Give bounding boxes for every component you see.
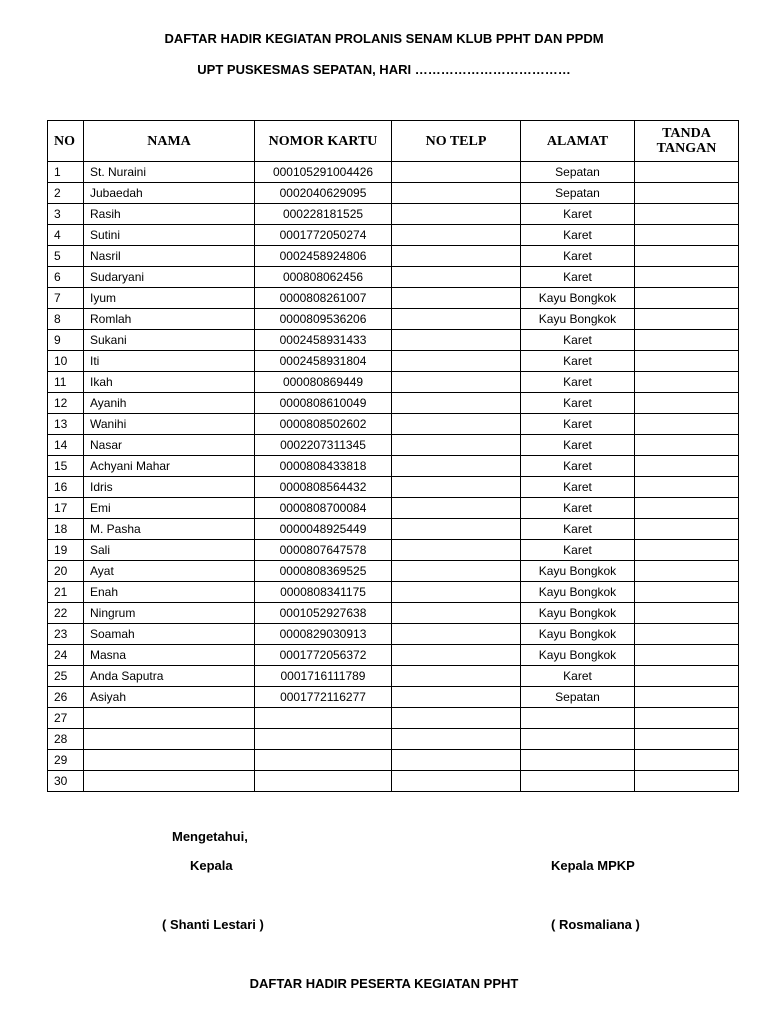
cell-no-telp <box>392 519 521 540</box>
right-signatory-name: ( Rosmaliana ) <box>551 917 640 932</box>
table-row <box>48 624 739 645</box>
cell-no: 16 <box>48 477 84 498</box>
cell-no: 29 <box>48 750 84 771</box>
cell-tanda-tangan <box>635 204 739 225</box>
cell-nomor-kartu: 0001052927638 <box>255 603 392 624</box>
cell-alamat: Karet <box>521 225 635 246</box>
cell-alamat: Karet <box>521 267 635 288</box>
cell-tanda-tangan <box>635 729 739 750</box>
cell-nama: Idris <box>84 477 255 498</box>
table-row <box>48 498 739 519</box>
cell-nomor-kartu: 0002458924806 <box>255 246 392 267</box>
cell-no-telp <box>392 414 521 435</box>
cell-alamat: Karet <box>521 477 635 498</box>
cell-tanda-tangan <box>635 288 739 309</box>
cell-nama: Ayanih <box>84 393 255 414</box>
cell-alamat: Sepatan <box>521 183 635 204</box>
cell-nama: Wanihi <box>84 414 255 435</box>
table-row <box>48 393 739 414</box>
cell-nomor-kartu: 0000808502602 <box>255 414 392 435</box>
attendance-table <box>47 120 739 792</box>
cell-no: 23 <box>48 624 84 645</box>
cell-tanda-tangan <box>635 267 739 288</box>
cell-nama: Masna <box>84 645 255 666</box>
cell-tanda-tangan <box>635 645 739 666</box>
cell-nama: Ningrum <box>84 603 255 624</box>
cell-no: 19 <box>48 540 84 561</box>
cell-nomor-kartu: 0001716111789 <box>255 666 392 687</box>
cell-nama: M. Pasha <box>84 519 255 540</box>
table-row <box>48 204 739 225</box>
table-row <box>48 582 739 603</box>
cell-no-telp <box>392 729 521 750</box>
cell-nomor-kartu: 0000048925449 <box>255 519 392 540</box>
cell-tanda-tangan <box>635 393 739 414</box>
table-row <box>48 603 739 624</box>
cell-alamat: Karet <box>521 519 635 540</box>
acknowledged-label: Mengetahui, <box>172 829 248 844</box>
cell-nama: Achyani Mahar <box>84 456 255 477</box>
table-row <box>48 477 739 498</box>
cell-nama: Emi <box>84 498 255 519</box>
cell-tanda-tangan <box>635 687 739 708</box>
cell-nomor-kartu <box>255 708 392 729</box>
table-row <box>48 267 739 288</box>
cell-tanda-tangan <box>635 456 739 477</box>
cell-nama <box>84 750 255 771</box>
cell-alamat: Karet <box>521 498 635 519</box>
cell-no-telp <box>392 393 521 414</box>
cell-no-telp <box>392 162 521 183</box>
column-header-nama: NAMA <box>84 121 255 162</box>
table-row <box>48 729 739 750</box>
cell-nama: Nasril <box>84 246 255 267</box>
cell-tanda-tangan <box>635 582 739 603</box>
cell-no-telp <box>392 498 521 519</box>
cell-alamat: Karet <box>521 330 635 351</box>
cell-alamat: Karet <box>521 372 635 393</box>
table-header-row <box>48 121 739 162</box>
cell-tanda-tangan <box>635 435 739 456</box>
table-row <box>48 708 739 729</box>
cell-no: 30 <box>48 771 84 792</box>
cell-nama: Enah <box>84 582 255 603</box>
table-row <box>48 330 739 351</box>
table-row <box>48 351 739 372</box>
cell-nomor-kartu <box>255 750 392 771</box>
cell-alamat <box>521 771 635 792</box>
cell-tanda-tangan <box>635 246 739 267</box>
cell-tanda-tangan <box>635 351 739 372</box>
cell-no-telp <box>392 477 521 498</box>
cell-alamat: Karet <box>521 456 635 477</box>
cell-tanda-tangan <box>635 183 739 204</box>
cell-alamat: Karet <box>521 393 635 414</box>
cell-nomor-kartu: 000080869449 <box>255 372 392 393</box>
cell-no: 5 <box>48 246 84 267</box>
right-role-label: Kepala MPKP <box>551 858 635 873</box>
cell-tanda-tangan <box>635 330 739 351</box>
cell-no-telp <box>392 246 521 267</box>
cell-nomor-kartu: 000808062456 <box>255 267 392 288</box>
cell-no: 25 <box>48 666 84 687</box>
cell-nomor-kartu: 000105291004426 <box>255 162 392 183</box>
cell-nama: Ikah <box>84 372 255 393</box>
cell-tanda-tangan <box>635 414 739 435</box>
cell-tanda-tangan <box>635 498 739 519</box>
cell-no: 20 <box>48 561 84 582</box>
cell-tanda-tangan <box>635 666 739 687</box>
cell-nama: Asiyah <box>84 687 255 708</box>
cell-no-telp <box>392 771 521 792</box>
cell-no: 4 <box>48 225 84 246</box>
cell-no: 14 <box>48 435 84 456</box>
cell-nomor-kartu: 0000808261007 <box>255 288 392 309</box>
cell-no-telp <box>392 666 521 687</box>
cell-no: 24 <box>48 645 84 666</box>
table-row <box>48 519 739 540</box>
left-role-label: Kepala <box>190 858 233 873</box>
cell-no-telp <box>392 540 521 561</box>
cell-nama <box>84 771 255 792</box>
cell-no: 6 <box>48 267 84 288</box>
cell-no-telp <box>392 561 521 582</box>
cell-nama: Romlah <box>84 309 255 330</box>
table-row <box>48 666 739 687</box>
cell-no-telp <box>392 309 521 330</box>
cell-no: 28 <box>48 729 84 750</box>
table-row <box>48 540 739 561</box>
cell-no: 3 <box>48 204 84 225</box>
cell-tanda-tangan <box>635 372 739 393</box>
cell-nomor-kartu: 0000829030913 <box>255 624 392 645</box>
cell-no: 12 <box>48 393 84 414</box>
cell-nama: Anda Saputra <box>84 666 255 687</box>
cell-alamat: Karet <box>521 666 635 687</box>
cell-no-telp <box>392 372 521 393</box>
cell-nomor-kartu: 0001772050274 <box>255 225 392 246</box>
cell-nomor-kartu: 0000809536206 <box>255 309 392 330</box>
cell-nama: Jubaedah <box>84 183 255 204</box>
cell-alamat: Kayu Bongkok <box>521 309 635 330</box>
cell-nama: Ayat <box>84 561 255 582</box>
cell-no-telp <box>392 435 521 456</box>
cell-no-telp <box>392 267 521 288</box>
cell-no: 9 <box>48 330 84 351</box>
cell-tanda-tangan <box>635 561 739 582</box>
cell-nomor-kartu: 000228181525 <box>255 204 392 225</box>
column-header-alamat: ALAMAT <box>521 121 635 162</box>
table-row <box>48 687 739 708</box>
cell-nomor-kartu: 0000808341175 <box>255 582 392 603</box>
column-header-nomor-kartu: NOMOR KARTU <box>255 121 392 162</box>
cell-alamat: Kayu Bongkok <box>521 582 635 603</box>
cell-nama: Nasar <box>84 435 255 456</box>
cell-no-telp <box>392 204 521 225</box>
cell-no-telp <box>392 351 521 372</box>
table-row <box>48 246 739 267</box>
document-title: DAFTAR HADIR KEGIATAN PROLANIS SENAM KLUB PPHT DAN PPDM <box>164 31 604 46</box>
cell-tanda-tangan <box>635 624 739 645</box>
cell-nama <box>84 708 255 729</box>
cell-nama: Sutini <box>84 225 255 246</box>
table-row <box>48 561 739 582</box>
cell-no: 18 <box>48 519 84 540</box>
cell-alamat: Kayu Bongkok <box>521 561 635 582</box>
cell-nomor-kartu: 0000808433818 <box>255 456 392 477</box>
cell-nomor-kartu: 0000808369525 <box>255 561 392 582</box>
column-header-tanda-tangan <box>635 121 739 162</box>
cell-nama: St. Nuraini <box>84 162 255 183</box>
cell-nomor-kartu: 0002207311345 <box>255 435 392 456</box>
table-row <box>48 645 739 666</box>
table-row <box>48 771 739 792</box>
cell-alamat: Kayu Bongkok <box>521 603 635 624</box>
cell-no: 17 <box>48 498 84 519</box>
column-header-no-telp: NO TELP <box>392 121 521 162</box>
table-row <box>48 372 739 393</box>
table-row <box>48 309 739 330</box>
cell-alamat: Karet <box>521 414 635 435</box>
footer-title: DAFTAR HADIR PESERTA KEGIATAN PPHT <box>249 976 519 991</box>
cell-nama <box>84 729 255 750</box>
cell-no-telp <box>392 582 521 603</box>
table-row <box>48 456 739 477</box>
cell-alamat <box>521 729 635 750</box>
cell-no-telp <box>392 288 521 309</box>
table-row <box>48 183 739 204</box>
cell-nama: Sudaryani <box>84 267 255 288</box>
cell-alamat: Sepatan <box>521 687 635 708</box>
cell-nomor-kartu <box>255 771 392 792</box>
cell-nama: Iyum <box>84 288 255 309</box>
cell-alamat: Kayu Bongkok <box>521 624 635 645</box>
cell-nomor-kartu: 0000808564432 <box>255 477 392 498</box>
table-row <box>48 435 739 456</box>
table-row <box>48 750 739 771</box>
cell-no-telp <box>392 330 521 351</box>
cell-no-telp <box>392 456 521 477</box>
cell-alamat <box>521 708 635 729</box>
cell-no: 21 <box>48 582 84 603</box>
cell-tanda-tangan <box>635 750 739 771</box>
cell-no: 7 <box>48 288 84 309</box>
cell-alamat: Sepatan <box>521 162 635 183</box>
cell-tanda-tangan <box>635 708 739 729</box>
table-row <box>48 414 739 435</box>
table-row <box>48 288 739 309</box>
cell-alamat: Karet <box>521 204 635 225</box>
cell-tanda-tangan <box>635 540 739 561</box>
cell-alamat: Karet <box>521 351 635 372</box>
cell-no-telp <box>392 603 521 624</box>
cell-no: 11 <box>48 372 84 393</box>
cell-no: 13 <box>48 414 84 435</box>
cell-alamat: Karet <box>521 246 635 267</box>
cell-no-telp <box>392 225 521 246</box>
cell-no: 15 <box>48 456 84 477</box>
table-row <box>48 162 739 183</box>
table-row <box>48 225 739 246</box>
cell-no: 2 <box>48 183 84 204</box>
cell-nomor-kartu: 0001772116277 <box>255 687 392 708</box>
document-subtitle: UPT PUSKESMAS SEPATAN, HARI ……………………………… <box>197 62 571 77</box>
cell-alamat: Karet <box>521 540 635 561</box>
cell-nomor-kartu: 0000808610049 <box>255 393 392 414</box>
cell-nama: Sukani <box>84 330 255 351</box>
cell-no-telp <box>392 624 521 645</box>
cell-no: 22 <box>48 603 84 624</box>
cell-alamat <box>521 750 635 771</box>
tanda-tangan-label: TANDA TANGAN <box>656 126 717 156</box>
cell-no: 26 <box>48 687 84 708</box>
cell-nomor-kartu: 0001772056372 <box>255 645 392 666</box>
cell-nomor-kartu: 0002040629095 <box>255 183 392 204</box>
cell-tanda-tangan <box>635 225 739 246</box>
cell-no-telp <box>392 750 521 771</box>
cell-tanda-tangan <box>635 771 739 792</box>
cell-no: 8 <box>48 309 84 330</box>
cell-no: 27 <box>48 708 84 729</box>
cell-nomor-kartu: 0002458931433 <box>255 330 392 351</box>
cell-no: 1 <box>48 162 84 183</box>
cell-tanda-tangan <box>635 162 739 183</box>
cell-tanda-tangan <box>635 519 739 540</box>
cell-nomor-kartu: 0000808700084 <box>255 498 392 519</box>
cell-nomor-kartu <box>255 729 392 750</box>
column-header-no: NO <box>48 121 84 162</box>
cell-alamat: Kayu Bongkok <box>521 288 635 309</box>
cell-tanda-tangan <box>635 309 739 330</box>
cell-no-telp <box>392 708 521 729</box>
cell-nama: Sali <box>84 540 255 561</box>
cell-nomor-kartu: 0000807647578 <box>255 540 392 561</box>
cell-alamat: Karet <box>521 435 635 456</box>
cell-nama: Rasih <box>84 204 255 225</box>
cell-tanda-tangan <box>635 477 739 498</box>
left-signatory-name: ( Shanti Lestari ) <box>162 917 264 932</box>
cell-no-telp <box>392 687 521 708</box>
cell-no: 10 <box>48 351 84 372</box>
cell-alamat: Kayu Bongkok <box>521 645 635 666</box>
cell-nama: Iti <box>84 351 255 372</box>
cell-no-telp <box>392 183 521 204</box>
cell-nama: Soamah <box>84 624 255 645</box>
cell-tanda-tangan <box>635 603 739 624</box>
cell-nomor-kartu: 0002458931804 <box>255 351 392 372</box>
cell-no-telp <box>392 645 521 666</box>
